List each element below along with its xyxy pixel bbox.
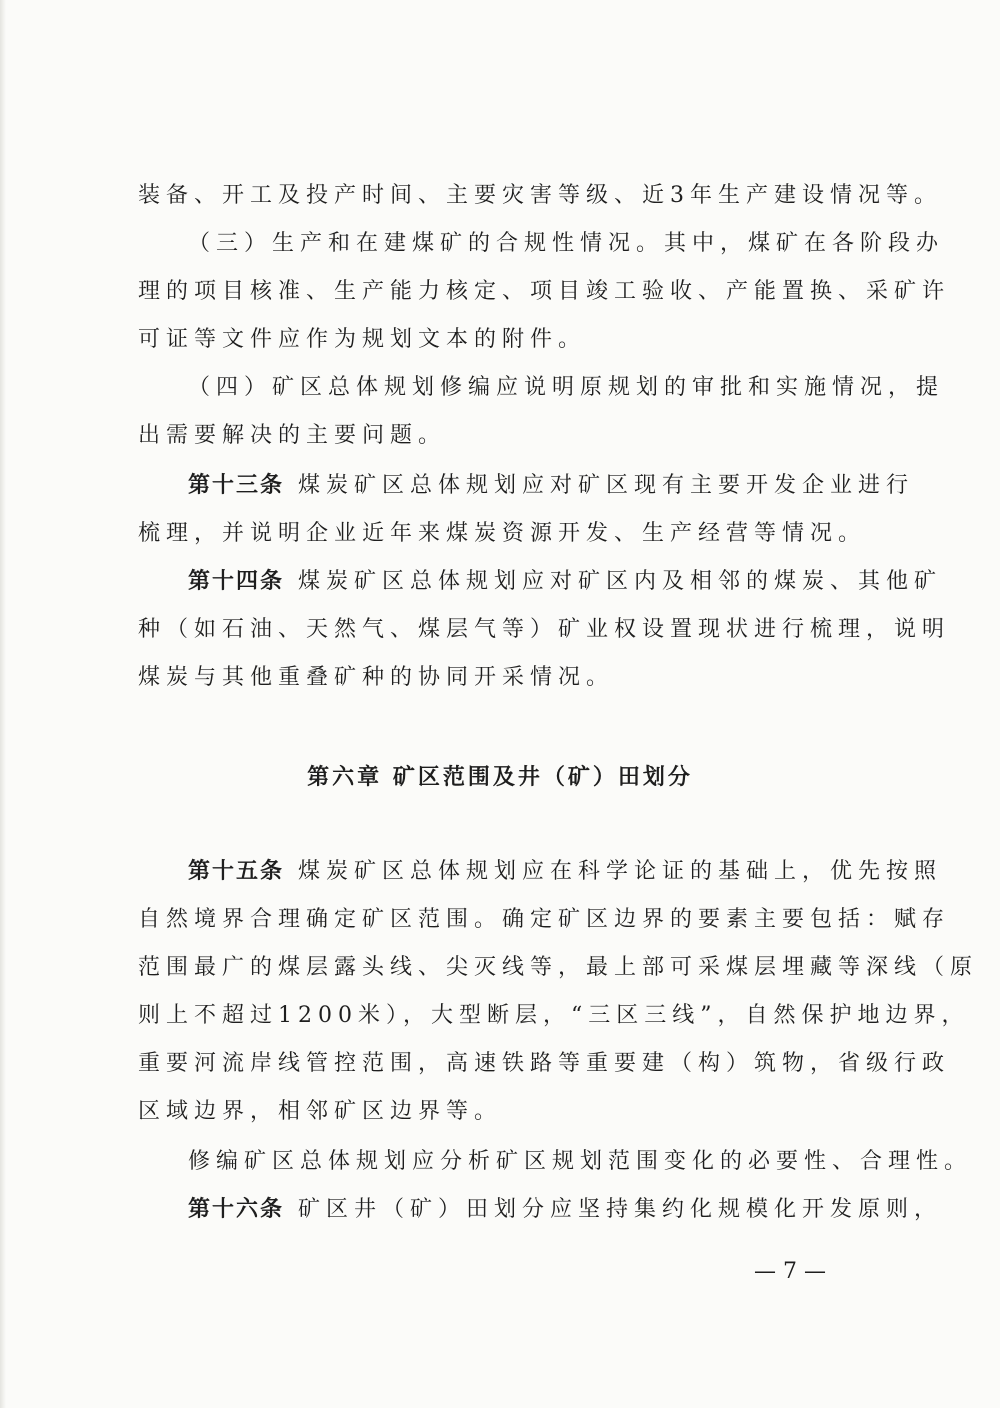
paragraph-line: 出需要解决的主要问题。 [138, 423, 447, 448]
article-15-heading: 第十五条 [188, 859, 285, 884]
article-15-line: 第十五条 煤炭矿区总体规划应在科学论证的基础上，优先按照 [188, 859, 943, 884]
page-number: — 7 — [754, 1259, 826, 1284]
paragraph-line: 则上不超过1200米），大型断层，“三区三线”，自然保护地边界， [138, 1003, 970, 1028]
paragraph-line: 可证等文件应作为规划文本的附件。 [138, 327, 587, 352]
article-13-line: 第十三条 煤炭矿区总体规划应对矿区现有主要开发企业进行 [188, 473, 915, 498]
paragraph-line: 自然境界合理确定矿区范围。确定矿区边界的要素主要包括：赋存 [138, 907, 951, 932]
paragraph-line: 修编矿区总体规划应分析矿区规划范围变化的必要性、合理性。 [188, 1149, 973, 1174]
article-13-heading: 第十三条 [188, 473, 285, 498]
paragraph-line: 范围最广的煤层露头线、尖灭线等，最上部可采煤层埋藏等深线（原 [138, 955, 979, 980]
paragraph-line: 梳理，并说明企业近年来煤炭资源开发、生产经营等情况。 [138, 521, 867, 546]
article-16-heading: 第十六条 [188, 1197, 285, 1222]
paragraph-line: （三）生产和在建煤矿的合规性情况。其中，煤矿在各阶段办 [188, 231, 945, 256]
paragraph-line: （四）矿区总体规划修编应说明原规划的审批和实施情况，提 [188, 375, 945, 400]
paragraph-line: 理的项目核准、生产能力核定、项目竣工验收、产能置换、采矿许 [138, 279, 951, 304]
article-16-line: 第十六条 矿区井（矿）田划分应坚持集约化规模化开发原则， [188, 1197, 943, 1222]
chapter-title: 第六章 矿区范围及井（矿）田划分 [307, 765, 693, 790]
paragraph-line: 煤炭与其他重叠矿种的协同开采情况。 [138, 665, 615, 690]
paragraph-line: 装备、开工及投产时间、主要灾害等级、近3年生产建设情况等。 [138, 183, 942, 208]
article-14-heading: 第十四条 [188, 569, 285, 594]
article-14-line: 第十四条 煤炭矿区总体规划应对矿区内及相邻的煤炭、其他矿 [188, 569, 943, 594]
paragraph-line: 重要河流岸线管控范围，高速铁路等重要建（构）筑物，省级行政 [138, 1051, 951, 1076]
paragraph-line: 种（如石油、天然气、煤层气等）矿业权设置现状进行梳理，说明 [138, 617, 951, 642]
paragraph-line: 区域边界，相邻矿区边界等。 [138, 1099, 503, 1124]
scan-edge-shadow [0, 0, 6, 1408]
